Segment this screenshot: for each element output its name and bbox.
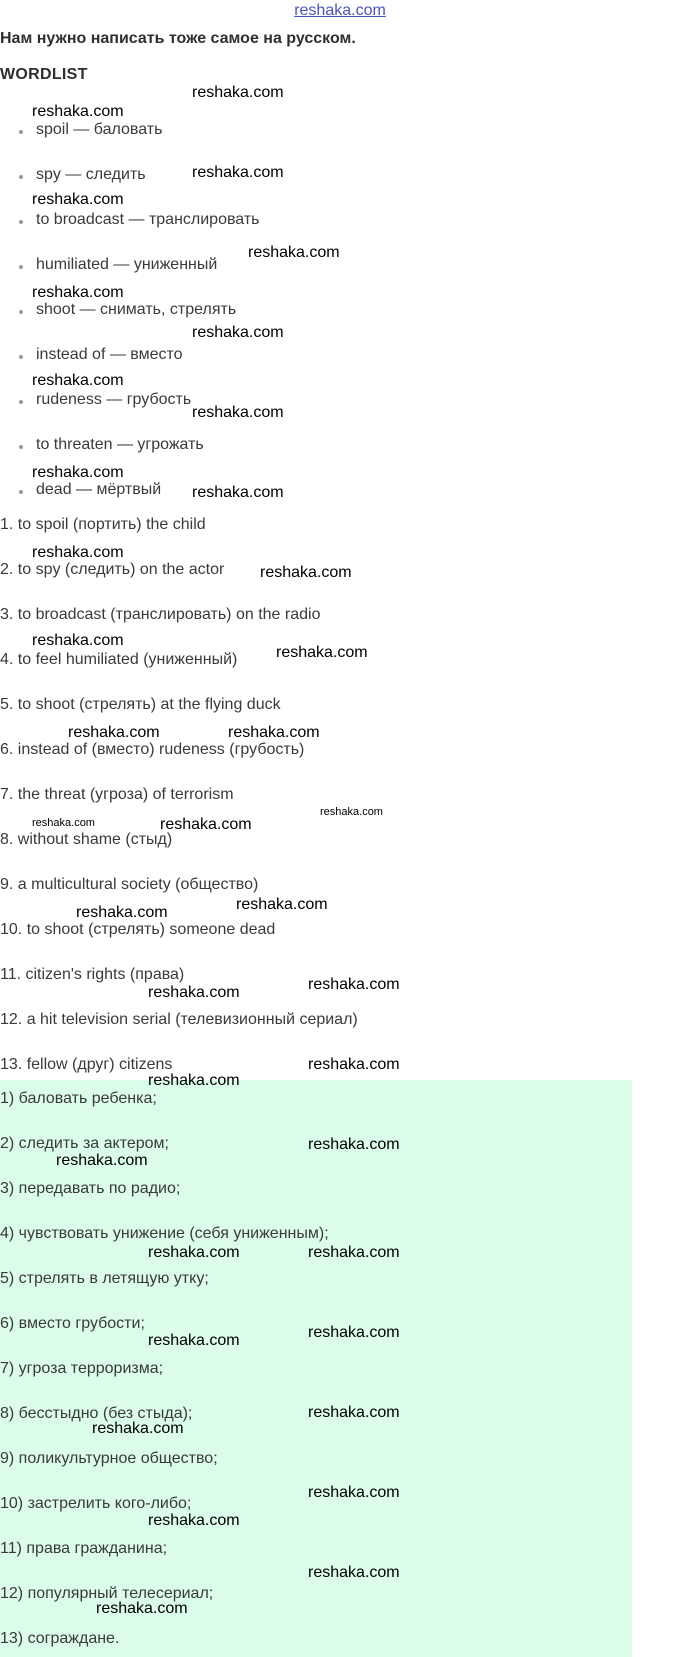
wordlist-item: to broadcast — транслировать <box>36 211 260 228</box>
watermark: reshaka.com <box>308 1404 400 1421</box>
watermark: reshaka.com <box>56 1152 148 1169</box>
answer-item: 4) чувствовать унижение (себя униженным); <box>0 1225 329 1242</box>
wordlist-heading: WORDLIST <box>0 66 88 83</box>
phrase-item: 11. citizen's rights (права) <box>0 966 185 983</box>
answer-item: 3) передавать по радио; <box>0 1180 181 1197</box>
watermark: reshaka.com <box>160 816 252 833</box>
watermark: reshaka.com <box>148 1072 240 1089</box>
answer-item: 6) вместо грубости; <box>0 1315 145 1332</box>
phrase-item: 7. the threat (угроза) of terrorism <box>0 786 234 803</box>
watermark: reshaka.com <box>192 404 284 421</box>
wordlist-item: shoot — снимать, стрелять <box>36 301 237 318</box>
watermark: reshaka.com <box>32 632 124 649</box>
phrase-item: 12. a hit television serial (телевизионный сериал) <box>0 1011 358 1028</box>
watermark: reshaka.com <box>276 644 368 661</box>
watermark: reshaka.com <box>308 1564 400 1581</box>
answer-item: 12) популярный телесериал; <box>0 1585 214 1602</box>
wordlist-item: rudeness — грубость <box>36 391 192 408</box>
watermark: reshaka.com <box>320 806 383 818</box>
watermark: reshaka.com <box>148 1512 240 1529</box>
task-text: Нам нужно написать тоже самое на русском. <box>0 30 356 47</box>
answer-item: 1) баловать ребенка; <box>0 1090 157 1107</box>
wordlist-item: humiliated — униженный <box>36 256 218 273</box>
watermark: reshaka.com <box>192 84 284 101</box>
answer-item: 13) сограждане. <box>0 1630 120 1647</box>
phrase-item: 5. to shoot (стрелять) at the flying duck <box>0 696 281 713</box>
watermark: reshaka.com <box>148 984 240 1001</box>
watermark: reshaka.com <box>192 164 284 181</box>
phrase-item: 6. instead of (вместо) rudeness (грубость) <box>0 741 305 758</box>
answer-item: 9) поликультурное общество; <box>0 1450 218 1467</box>
watermark: reshaka.com <box>236 896 328 913</box>
watermark: reshaka.com <box>308 976 400 993</box>
watermark: reshaka.com <box>192 324 284 341</box>
watermark: reshaka.com <box>308 1244 400 1261</box>
watermark: reshaka.com <box>228 724 320 741</box>
watermark: reshaka.com <box>32 284 124 301</box>
watermark: reshaka.com <box>32 464 124 481</box>
wordlist-item: instead of — вместо <box>36 346 183 363</box>
watermark: reshaka.com <box>248 244 340 261</box>
watermark: reshaka.com <box>76 904 168 921</box>
phrase-item: 8. without shame (стыд) <box>0 831 173 848</box>
watermark: reshaka.com <box>148 1244 240 1261</box>
watermark: reshaka.com <box>32 191 124 208</box>
wordlist-item: spoil — баловать <box>36 121 163 138</box>
watermark: reshaka.com <box>68 724 160 741</box>
watermark: reshaka.com <box>308 1484 400 1501</box>
watermark: reshaka.com <box>96 1600 188 1617</box>
answer-item: 11) права гражданина; <box>0 1540 168 1557</box>
wordlist-item: spy — следить <box>36 166 146 183</box>
site-link[interactable]: reshaka.com <box>294 2 386 19</box>
watermark: reshaka.com <box>308 1324 400 1341</box>
wordlist-item: to threaten — угрожать <box>36 436 204 453</box>
phrase-item: 3. to broadcast (транслировать) on the radio <box>0 606 321 623</box>
watermark: reshaka.com <box>308 1136 400 1153</box>
watermark: reshaka.com <box>308 1056 400 1073</box>
watermark: reshaka.com <box>32 103 124 120</box>
watermark: reshaka.com <box>32 817 95 829</box>
phrase-item: 13. fellow (друг) citizens <box>0 1056 173 1073</box>
watermark: reshaka.com <box>260 564 352 581</box>
phrase-item: 9. a multicultural society (общество) <box>0 876 259 893</box>
wordlist-item: dead — мёртвый <box>36 481 162 498</box>
phrase-item: 1. to spoil (портить) the child <box>0 516 206 533</box>
answer-item: 7) угроза терроризма; <box>0 1360 164 1377</box>
phrase-item: 10. to shoot (стрелять) someone dead <box>0 921 276 938</box>
watermark: reshaka.com <box>148 1332 240 1349</box>
phrase-item: 4. to feel humiliated (униженный) <box>0 651 238 668</box>
answer-item: 8) бесстыдно (без стыда); <box>0 1405 193 1422</box>
watermark: reshaka.com <box>192 484 284 501</box>
phrase-item: 2. to spy (следить) on the actor <box>0 561 225 578</box>
answer-item: 2) следить за актером; <box>0 1135 169 1152</box>
watermark: reshaka.com <box>32 544 124 561</box>
watermark: reshaka.com <box>32 372 124 389</box>
answer-item: 5) стрелять в летящую утку; <box>0 1270 209 1287</box>
watermark: reshaka.com <box>92 1420 184 1437</box>
answer-item: 10) застрелить кого-либо; <box>0 1495 192 1512</box>
